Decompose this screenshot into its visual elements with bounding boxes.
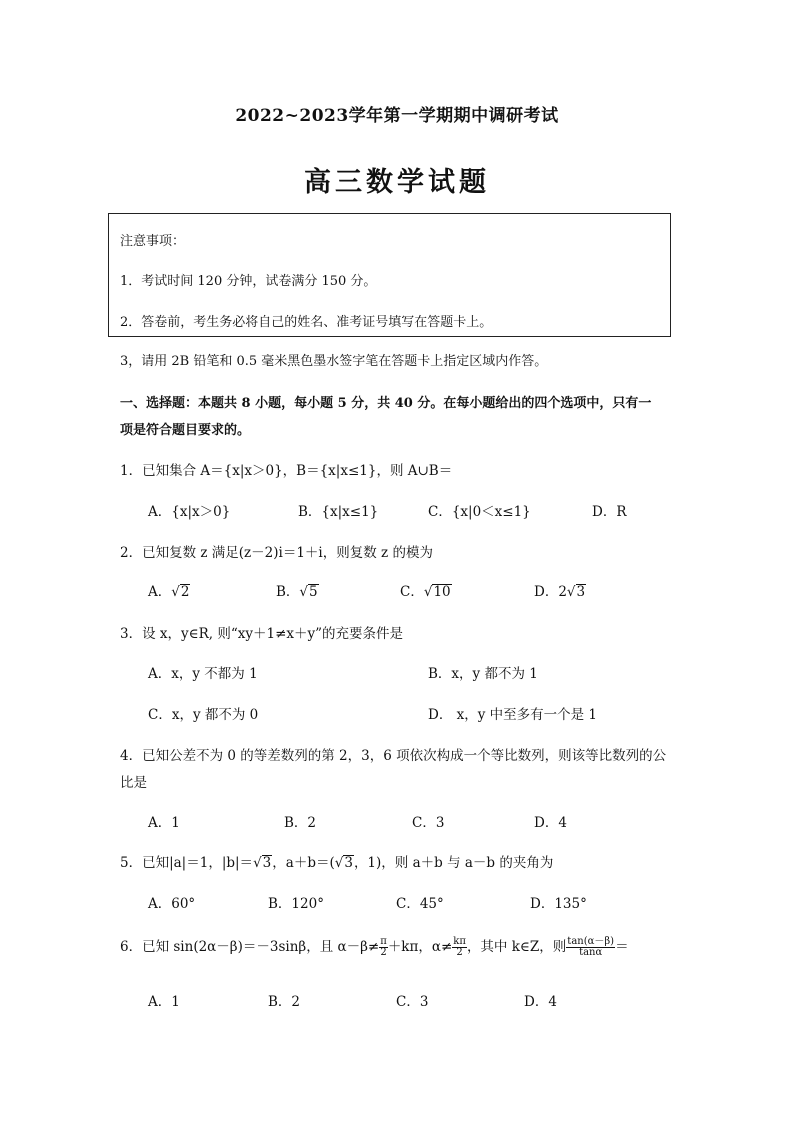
q6-option-a: A．1 — [148, 994, 180, 1010]
q6-stem-post: ＝ — [615, 939, 629, 955]
q3-stem: 3．设 x，y∈R, 则“xy＋1≠x＋y”的充要条件是 — [120, 626, 404, 642]
q4-option-c: C．3 — [412, 815, 445, 831]
q2-option-b-radicand: 5 — [309, 584, 318, 600]
q3-option-d: D． x，y 中至多有一个是 1 — [428, 707, 598, 723]
q4-option-d: D．4 — [534, 815, 567, 831]
q6-option-b: B．2 — [268, 994, 301, 1010]
q1-stem: 1．已知集合 A＝{x|x＞0}，B＝{x|x≤1}，则 A∪B＝ — [120, 463, 453, 479]
q5-radicand-1: 3 — [262, 855, 272, 871]
q2-option-b: B．√5 — [276, 584, 318, 600]
note-item-2: 2．答卷前，考生务必将自己的姓名、准考证号填写在答题卡上。 — [120, 315, 493, 330]
q4-stem-line2: 比是 — [120, 775, 147, 791]
page-title: 高三数学试题 — [304, 167, 490, 198]
q6-fraction-1-num: π — [380, 936, 387, 947]
q2-option-d-label: D． — [534, 584, 559, 600]
q6-fraction-1 — [379, 937, 388, 958]
q6-stem-mid2: ，其中 k∈Z，则 — [466, 939, 567, 955]
q2-option-d-radicand: 3 — [576, 584, 586, 600]
q1-option-d: D．R — [592, 504, 627, 520]
q5-option-d: D．135° — [530, 896, 587, 912]
q5-option-c: C．45° — [396, 896, 444, 912]
q2-stem: 2．已知复数 z 满足(z－2)i＝1＋i，则复数 z 的模为 — [120, 545, 433, 561]
q6-fraction-3-num: tan(α－β) — [567, 936, 615, 947]
q1-option-b: B．{x|x≤1} — [298, 504, 379, 520]
q2-option-d: D．2√3 — [534, 584, 586, 600]
q5-option-b: B．120° — [268, 896, 324, 912]
q6-fraction-2-den: 2 — [456, 947, 463, 958]
q6-fraction-3-den: tanα — [579, 947, 603, 958]
section-heading-line1: 一、选择题：本题共 8 小题，每小题 5 分，共 40 分。在每小题给出的四个选项中，只有一 — [120, 396, 652, 411]
q3-option-a: A．x，y 不都为 1 — [148, 666, 258, 682]
q3-option-c: C．x，y 都不为 0 — [148, 707, 259, 723]
q2-option-c-radicand: 10 — [433, 584, 451, 600]
q6-stem — [120, 935, 629, 958]
q5-stem: 5．已知|a|＝1，|b|＝√3，a＋b＝(√3，1)，则 a＋b 与 a－b 的夹角为 — [120, 855, 554, 871]
q5-option-a: A．60° — [148, 896, 196, 912]
q6-stem-mid1: ＋kπ，α≠ — [387, 939, 453, 955]
note-item-1: 1．考试时间 120 分钟，试卷满分 150 分。 — [120, 274, 377, 289]
q1-option-c: C．{x|0＜x≤1} — [428, 504, 531, 520]
q4-option-b: B．2 — [284, 815, 317, 831]
notes-heading: 注意事项： — [120, 234, 186, 249]
q6-fraction-1-den: 2 — [380, 947, 387, 958]
q4-option-a: A．1 — [148, 815, 180, 831]
q5-stem-post: ，1)，则 a＋b 与 a－b 的夹角为 — [353, 855, 554, 871]
q6-option-d: D．4 — [524, 994, 557, 1010]
section-heading-line2: 项是符合题目要求的。 — [120, 423, 251, 438]
q1-option-a: A．{x|x＞0} — [148, 504, 231, 520]
q5-radicand-2: 3 — [344, 855, 353, 871]
q4-stem-line1: 4．已知公差不为 0 的等差数列的第 2，3，6 项依次构成一个等比数列，则该等比数列的公 — [120, 748, 667, 764]
q3-option-b: B．x，y 都不为 1 — [428, 666, 538, 682]
exam-header: 2022~2023学年第一学期期中调研考试 — [235, 106, 559, 126]
q6-option-c: C．3 — [396, 994, 429, 1010]
q2-option-c-label: C． — [400, 584, 424, 600]
q6-fraction-2-num: kπ — [453, 936, 466, 947]
q2-option-d-coef: 2 — [558, 584, 567, 600]
q2-option-a-radicand: 2 — [180, 584, 190, 600]
q5-stem-pre: 5．已知|a|＝1，|b|＝ — [120, 855, 254, 871]
q2-option-c: C．√10 — [400, 584, 451, 600]
q6-fraction-2 — [452, 937, 467, 958]
note-item-3: 3，请用 2B 铅笔和 0.5 毫米黑色墨水签字笔在答题卡上指定区域内作答。 — [120, 354, 548, 369]
q2-option-b-label: B． — [276, 584, 300, 600]
q5-stem-mid: ，a＋b＝( — [272, 855, 335, 871]
q2-option-a-label: A． — [148, 584, 172, 600]
q2-option-a: A．√2 — [148, 584, 190, 600]
q6-fraction-3 — [566, 937, 615, 958]
q6-stem-pre: 6．已知 sin(2α－β)＝－3sinβ，且 α－β≠ — [120, 939, 380, 955]
